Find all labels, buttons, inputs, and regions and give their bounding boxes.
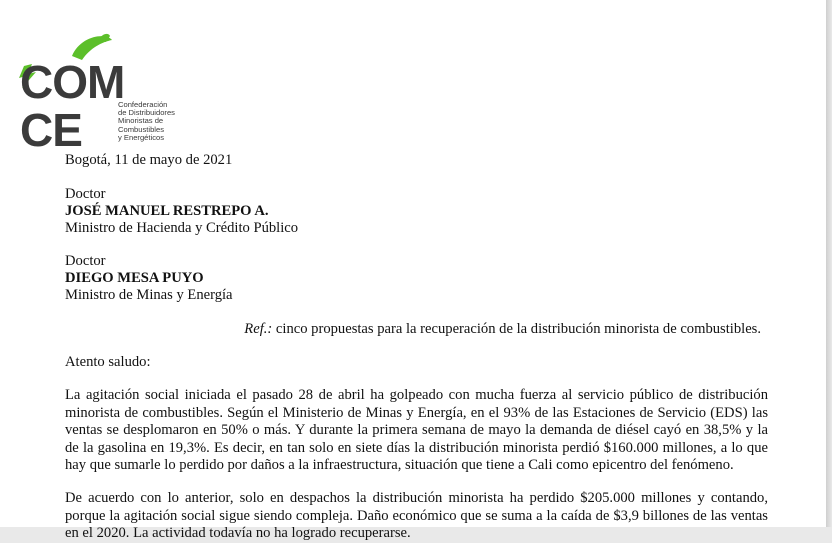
logo-subtitle-line: de Distribuidores (118, 108, 175, 118)
recipient2-role: Ministro de Minas y Energía (65, 287, 233, 303)
greeting: Atento saludo: (65, 354, 151, 370)
body-paragraph-1: La agitación social iniciada el pasado 28 de abril ha golpeado con mucha fuerza al servicio público de distribución minorista de combustibles. Según el Ministerio de Minas y Energía, en el 93% de las Estaciones de Servicio (EDS) las ventas se desplomaron en 50% o más. Y durante la primera semana de mayo la demanda de diésel cayó en 38,5% y la de la gasolina en 19,3%. Es decir, en tan solo en siete días la distribución minorista perdió $160.000 millones, a lo que hay que sumarle lo perdido por daños a la infraestructura, situación que tiene a Cali como epicentro del fenómeno. (65, 387, 768, 473)
letter-date: Bogotá, 11 de mayo de 2021 (65, 152, 233, 168)
logo-text-bottom: CE (20, 104, 82, 156)
body-paragraph-2: De acuerdo con lo anterior, solo en despachos la distribución minorista ha perdido $205.000 millones y contando, porque la agitación social sigue siendo compleja. Daño económico que se suma a la caída de $3,9 billones de las ventas en el 2020. La actividad todavía no ha logrado recuperarse. (65, 490, 768, 541)
logo-subtitle (118, 101, 208, 142)
logo-subtitle-line: Minoristas de (118, 116, 164, 126)
logo-subtitle-line: Combustibles (118, 124, 165, 134)
logo-subtitle-line: Confederación (118, 100, 168, 109)
recipient1-title: Doctor (65, 186, 106, 202)
recipient2-name: DIEGO MESA PUYO (65, 270, 204, 286)
recipient1-role: Ministro de Hacienda y Crédito Público (65, 220, 299, 236)
reference-label: Ref.: (244, 321, 273, 337)
recipient2-title: Doctor (65, 253, 106, 269)
reference-line (244, 321, 761, 338)
viewer-edge (826, 0, 832, 527)
reference-text: cinco propuestas para la recuperación de la distribución minorista de combustibles. (272, 321, 761, 337)
logo-text-top: COM (20, 56, 125, 108)
recipient1-name: JOSÉ MANUEL RESTREPO A. (65, 203, 269, 219)
logo-subtitle-line: y Energéticos (118, 132, 165, 142)
